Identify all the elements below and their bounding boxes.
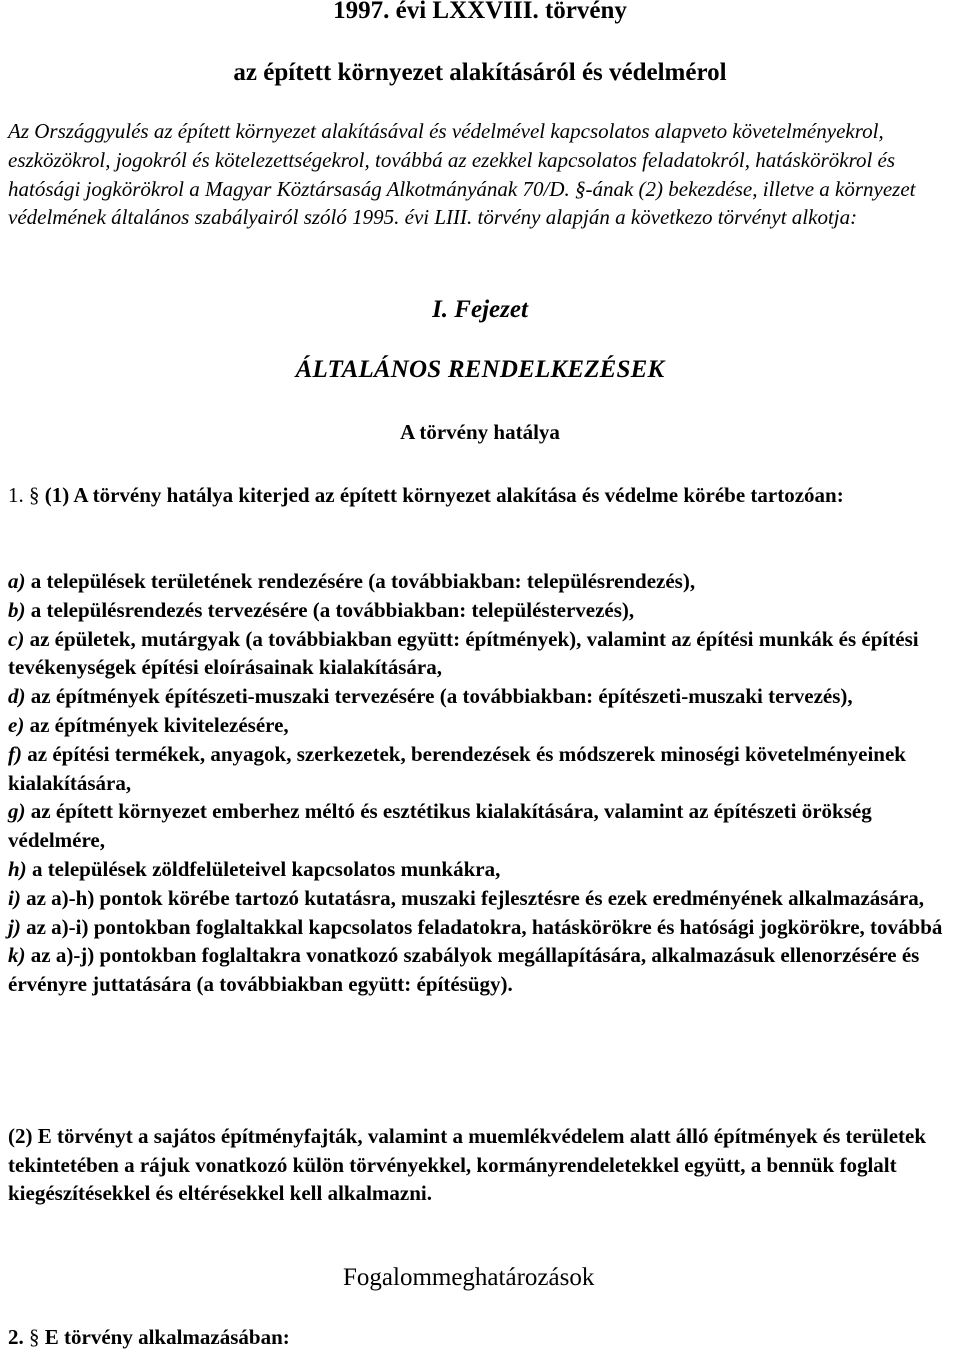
preamble-paragraph: Az Országgyulés az épített környezet alakításával és védelmével kapcsolatos alapveto követelményekrol, eszközökrol, jogokról és kötelezettségekrol, továbbá az ezekkel kapcsolatos feladatokról, hatáskörökrol és hatósági jogkörökrol a Magyar Köztársaság Alkotmányának 70/D. §-ának (2) bekezdése, illetve a környezet védelmének általános szabályairól szóló 1995. évi LIII. törvény alapján a következo törvényt alkotja: — [8, 119, 916, 230]
list-item-letter: i) — [8, 885, 21, 910]
section-2-paragraph — [8, 1325, 956, 1350]
list-item — [8, 884, 956, 913]
section-sign: § — [29, 1325, 40, 1349]
list-item-text: az a)-i) pontokban foglaltakkal kapcsolatos feladatokra, hatáskörökre és hatósági jogkörökre, továbbá — [26, 914, 943, 939]
list-item-text: az építmények kivitelezésére, — [29, 712, 289, 737]
section-number: 2. — [8, 1325, 24, 1349]
list-item-letter: c) — [8, 626, 25, 651]
law-title: 1997. évi LXXVIII. törvény — [333, 0, 627, 24]
paragraph-text: (1) A törvény hatálya kiterjed az épített környezet alakítása és védelme körébe tartozóan: — [44, 483, 844, 507]
section-sign: § — [29, 483, 40, 507]
section-heading: A törvény hatálya — [400, 420, 560, 444]
list-item — [8, 797, 956, 855]
scope-list — [8, 567, 956, 999]
list-item-letter: j) — [8, 914, 21, 939]
list-item — [8, 913, 956, 942]
definitions-heading: Fogalommeghatározások — [343, 1264, 595, 1291]
list-item — [8, 855, 956, 884]
list-item — [8, 711, 956, 740]
list-item-text: a települések zöldfelületeivel kapcsolatos munkákra, — [31, 856, 501, 881]
list-item — [8, 567, 956, 596]
list-item-letter: g) — [8, 799, 26, 824]
list-item-letter: d) — [8, 684, 26, 709]
list-item-letter: b) — [8, 597, 26, 622]
list-item — [8, 941, 956, 999]
list-item — [8, 625, 956, 683]
chapter-number: I. Fejezet — [432, 296, 528, 323]
list-item-text: az építési termékek, anyagok, szerkezetek, berendezések és módszerek minoségi követelményeinek kialakítására, — [8, 741, 906, 795]
list-item-letter: a) — [8, 569, 26, 593]
list-item-text: az a)-j) pontokban foglaltakra vonatkozó szabályok megállapítására, alkalmazásuk ellenorzésére és érvényre juttatására (a továbbiakban együtt: építésügy). — [8, 943, 920, 997]
list-item-letter: k) — [8, 943, 26, 968]
list-item — [8, 740, 956, 798]
section-1-paragraph-2: (2) E törvényt a sajátos építményfajták, valamint a muemlékvédelem alatt álló építmények és területek tekintetében a rájuk vonatkozó külön törvényekkel, kormányrendeletekkel együtt, a bennük foglalt kiegészítésekkel és eltérésekkel kell alkalmazni. — [8, 1124, 927, 1206]
section-1-paragraph-1 — [8, 481, 956, 510]
paragraph-text: E törvény alkalmazásában: — [44, 1325, 290, 1349]
list-item-text: a településrendezés tervezésére (a továbbiakban: településtervezés), — [30, 597, 635, 622]
list-item-text: az építmények építészeti-muszaki tervezésére (a továbbiakban: építészeti-muszaki tervezés), — [30, 684, 853, 709]
list-item-text: az épített környezet emberhez méltó és esztétikus kialakítására, valamint az építészeti örökség védelmére, — [8, 799, 872, 853]
list-item-text: a települések területének rendezésére (a továbbiakban: településrendezés), — [30, 569, 696, 593]
chapter-title: ÁLTALÁNOS RENDELKEZÉSEK — [295, 356, 665, 383]
list-item-text: az a)-h) pontok körébe tartozó kutatásra, muszaki fejlesztésre és ezek eredményének alkalmazására, — [26, 885, 925, 910]
section-number: 1. — [8, 483, 24, 507]
list-item — [8, 596, 956, 625]
list-item — [8, 682, 956, 711]
list-item-letter: f) — [8, 741, 22, 766]
list-item-letter: e) — [8, 712, 25, 737]
law-subtitle: az épített környezet alakításáról és védelmérol — [233, 59, 727, 86]
list-item-letter: h) — [8, 856, 27, 881]
list-item-text: az épületek, mutárgyak (a továbbiakban együtt: építmények), valamint az építési munkák és építési tevékenységek építési eloírásainak kialakítására, — [8, 626, 919, 680]
